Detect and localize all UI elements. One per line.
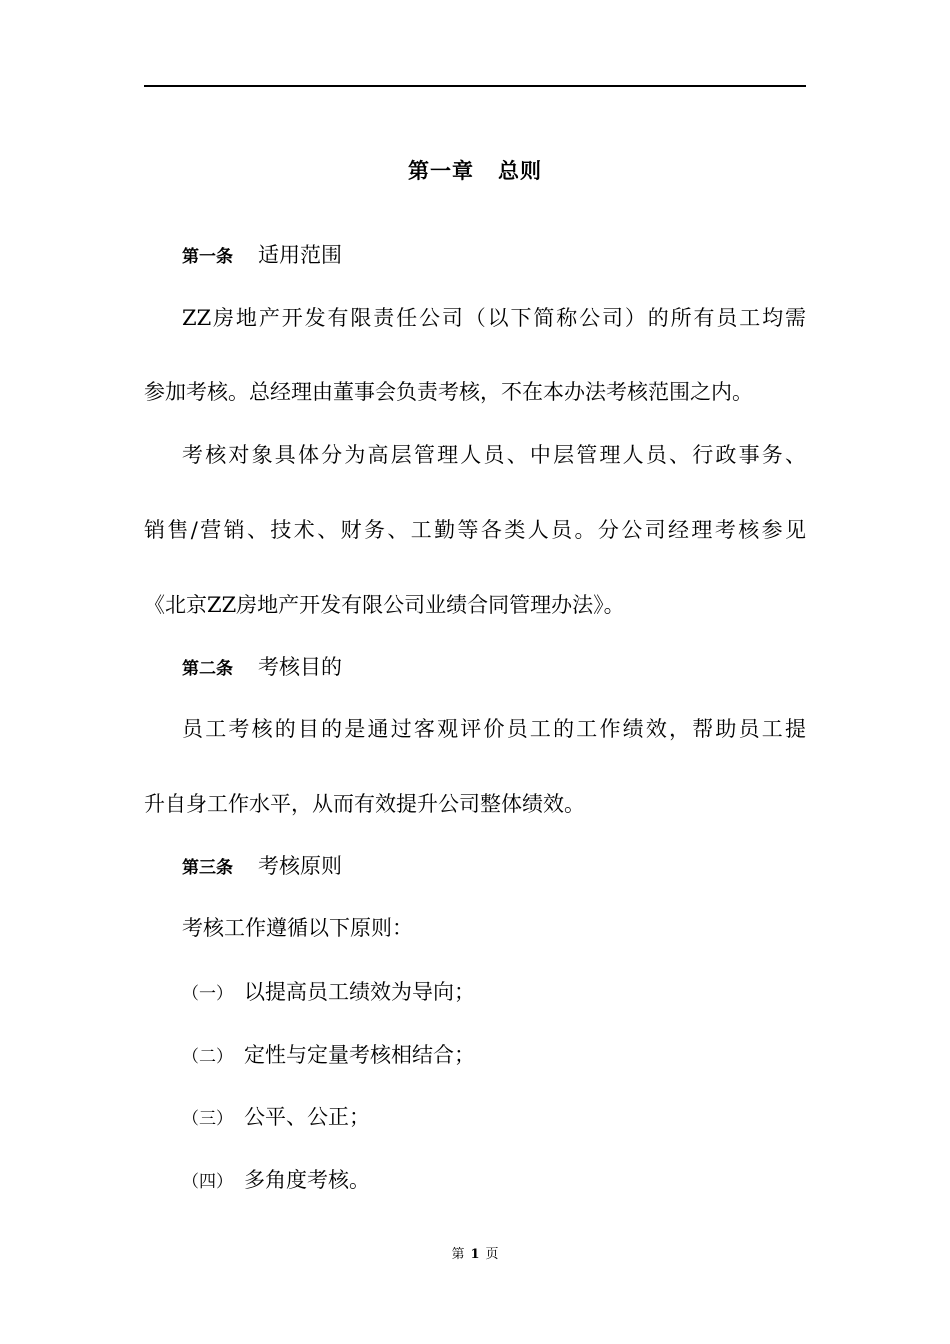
article-2-label: 第二条 [182,659,233,679]
article-1-para-2-line-2: 销售/营销、技术、财务、工勤等各类人员。分公司经理考核参见 [144,518,806,542]
list-item-mark: （一） [182,984,233,1004]
list-item-text: 多角度考核。 [244,1168,370,1192]
article-2-title: 考核目的 [258,655,342,679]
list-item-text: 定性与定量考核相结合； [244,1043,475,1067]
article-2-para-line-2: 升自身工作水平，从而有效提升公司整体绩效。 [144,792,585,816]
article-1-heading [144,240,806,272]
article-3-label: 第三条 [182,858,233,878]
list-item-text: 公平、公正； [244,1105,370,1129]
article-1-title: 适用范围 [258,243,342,267]
article-1-para-1-line-1: ZZ房地产开发有限责任公司（以下简称公司）的所有员工均需 [182,306,806,330]
footer-prefix: 第 [451,1247,465,1262]
list-item-mark: （二） [182,1047,233,1067]
list-item-text: 以提高员工绩效为导向； [244,980,475,1004]
article-1-label: 第一条 [182,247,233,267]
article-3-heading [144,851,806,883]
chapter-title [144,156,806,186]
article-3-title: 考核原则 [258,854,342,878]
article-1-para-1-line-2: 参加考核。总经理由董事会负责考核，不在本办法考核范围之内。 [144,380,753,404]
chapter-name: 总则 [498,158,542,183]
footer-suffix: 页 [485,1247,499,1262]
page-footer [144,1245,806,1265]
list-item-mark: （三） [182,1109,233,1129]
list-item [144,1165,806,1197]
article-2-para-line-1: 员工考核的目的是通过客观评价员工的工作绩效，帮助员工提 [182,717,806,741]
page-number: 1 [470,1247,480,1262]
article-1-para-2-line-3: 《北京ZZ房地产开发有限公司业绩合同管理办法》。 [144,593,625,617]
chapter-label: 第一章 [408,158,474,183]
list-item [144,1040,806,1072]
list-item [144,1102,806,1134]
article-1-para-2-line-1: 考核对象具体分为高层管理人员、中层管理人员、行政事务、 [182,443,806,467]
header-rule [144,85,806,87]
list-item [144,977,806,1009]
list-item-mark: （四） [182,1172,233,1192]
article-2-heading [144,652,806,684]
article-3-intro: 考核工作遵循以下原则： [182,916,413,940]
